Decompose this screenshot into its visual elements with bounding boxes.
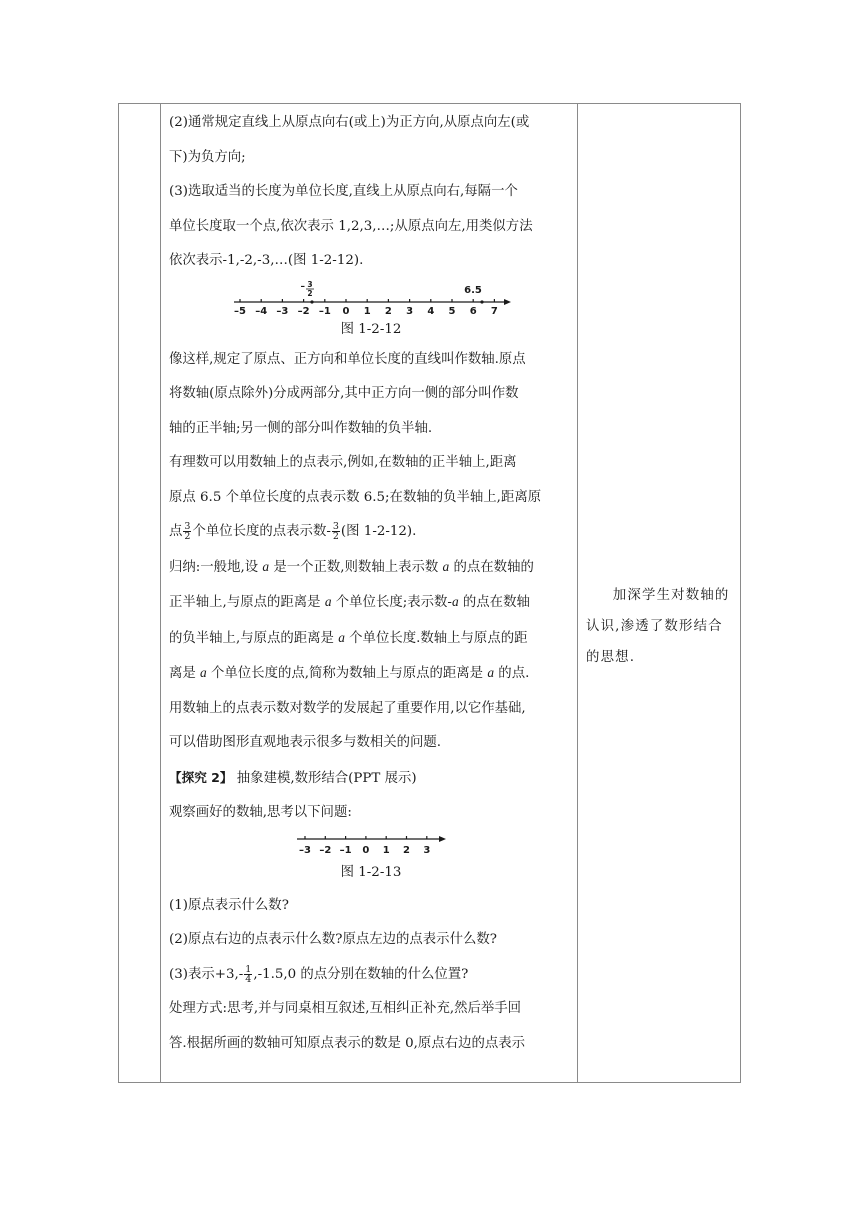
tick-label: 2 <box>403 844 410 856</box>
design-intent-cell: 加深学生对数轴的认识,渗透了数形结合的思想. <box>586 588 730 665</box>
point-neg-1-5 <box>310 300 313 303</box>
paragraph: 有理数可以用数轴上的点表示,例如,在数轴的正半轴上,距离 <box>169 455 517 470</box>
axis-arrow-icon <box>439 836 446 842</box>
paragraph: 原点 6.5 个单位长度的点表示数 6.5;在数轴的负半轴上,距离原 <box>169 489 542 505</box>
fraction: $\frac{3}{2}$ <box>332 521 339 542</box>
tick-label: –3 <box>299 844 311 856</box>
tick-label: 6 <box>469 305 477 317</box>
tick-label: –2 <box>319 844 332 856</box>
column-divider-right <box>577 104 578 1082</box>
axis-arrow-icon <box>504 299 511 305</box>
paragraph: 的负半轴上,与原点的距离是 a 个单位长度.数轴上与原点的距 <box>169 629 528 646</box>
tick-label: 0 <box>342 305 350 317</box>
number-line-figure-1-2-12 <box>226 279 516 317</box>
paragraph: 单位长度取一个点,依次表示 1,2,3,…;从原点向左,用类似方法 <box>169 218 533 234</box>
column-divider-left <box>160 104 161 1082</box>
tick-label: 1 <box>382 844 390 856</box>
fraction: $\frac{1}{4}$ <box>245 963 252 985</box>
explore-heading: 【探究 2】 抽象建模,数形结合(PPT 展示) <box>169 769 417 786</box>
teaching-content-cell <box>169 106 573 1061</box>
paragraph: 归纳:一般地,设 a 是一个正数,则数轴上表示数 a 的点在数轴的 <box>169 558 534 575</box>
tick-label: –4 <box>255 305 268 317</box>
paragraph: 离是 a 个单位长度的点,简称为数轴上与原点的距离是 a 的点. <box>169 665 530 681</box>
tick-label: –5 <box>234 305 246 317</box>
fraction: $\frac{3}{2}$ <box>184 521 191 542</box>
question: (2)原点右边的点表示什么数?原点左边的点表示什么数? <box>169 932 497 947</box>
paragraph: 正半轴上,与原点的距离是 a 个单位长度;表示数-a 的点在数轴 <box>169 594 530 610</box>
paragraph: 处理方式:思考,并与同桌相互叙述,互相纠正补充,然后举手回 <box>169 1001 522 1016</box>
lesson-table <box>118 103 741 1083</box>
paragraph: 点 $\frac{3}{2}$ 个单位长度的点表示数- $\frac{3}{2}$ (图 1-2-12). <box>169 521 417 542</box>
tick-label: 0 <box>362 844 370 856</box>
paragraph: 轴的正半轴;另一侧的部分叫作数轴的负半轴. <box>169 420 433 436</box>
paragraph: 用数轴上的点表示数对数学的发展起了重要作用,以它作基础, <box>169 700 526 716</box>
paragraph: 将数轴(原点除外)分成两部分,其中正方向一侧的部分叫作数 <box>169 386 519 401</box>
tick-label: 7 <box>490 305 498 317</box>
explore-tag: 【探究 2】 <box>169 769 233 785</box>
tick-label: –1 <box>318 305 331 317</box>
tick-label: 5 <box>448 305 456 317</box>
tick-label: 4 <box>427 305 435 317</box>
tick-label: 3 <box>406 305 414 317</box>
paragraph: 像这样,规定了原点、正方向和单位长度的直线叫作数轴.原点 <box>169 351 526 367</box>
tick-label: –2 <box>297 305 310 317</box>
point-label-6-5: 6.5 <box>464 284 482 296</box>
question: (3)表示+3,- $\frac{1}{4}$ ,-1.5,0 的点分别在数轴的什么位置? <box>169 963 469 985</box>
figure-caption: 图 1-2-13 <box>340 864 402 880</box>
paragraph: (3)选取适当的长度为单位长度,直线上从原点向右,每隔一个 <box>169 184 518 199</box>
paragraph: 答.根据所画的数轴可知原点表示的数是 0,原点右边的点表示 <box>169 1035 526 1051</box>
paragraph: (2)通常规定直线上从原点向右(或上)为正方向,从原点向左(或 <box>169 115 530 130</box>
paragraph: 可以借助图形直观地表示很多与数相关的问题. <box>169 735 442 750</box>
tick-label: –1 <box>339 844 352 856</box>
tick-label: 3 <box>423 844 431 856</box>
paragraph: 下)为负方向; <box>169 149 246 165</box>
svg-text:3: 3 <box>307 279 313 289</box>
point-6-5 <box>480 300 483 303</box>
svg-text:–: – <box>300 281 305 292</box>
tick-label: 2 <box>384 305 392 317</box>
figure-caption: 图 1-2-12 <box>340 321 402 337</box>
tick-label: –3 <box>276 305 289 317</box>
tick-label: 1 <box>363 305 371 317</box>
number-line-figure-1-2-13 <box>291 831 451 857</box>
paragraph: 观察画好的数轴,思考以下问题: <box>169 805 352 820</box>
paragraph: 依次表示-1,-2,-3,…(图 1-2-12). <box>169 253 364 268</box>
question: (1)原点表示什么数? <box>169 897 289 913</box>
point-label-neg-three-halves <box>301 280 315 298</box>
svg-text:2: 2 <box>307 288 313 298</box>
